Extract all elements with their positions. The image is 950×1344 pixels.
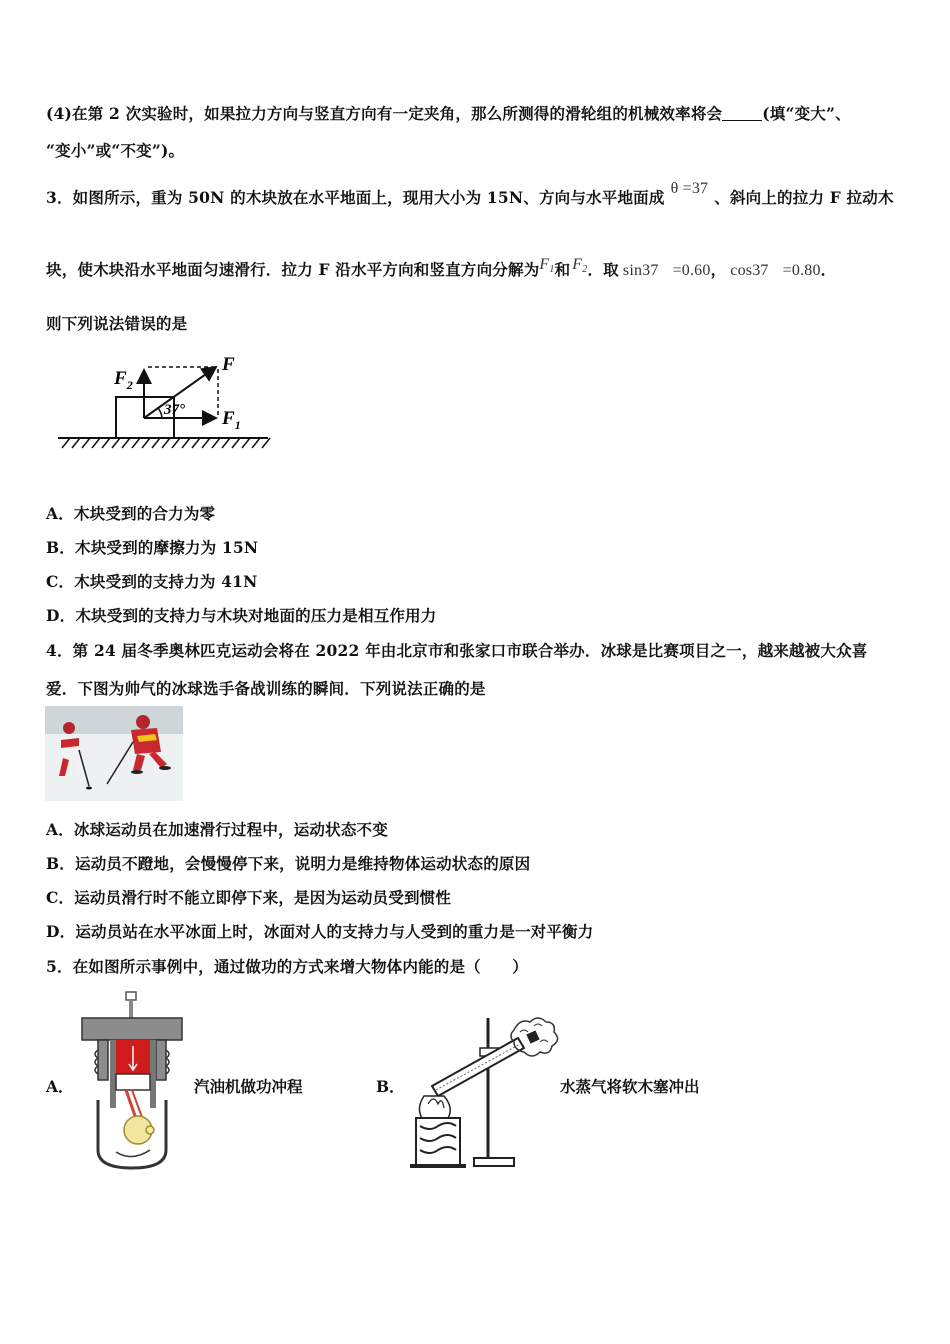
q4-option-b[interactable]: B．运动员不蹬地，会慢慢停下来，说明力是维持物体运动状态的原因	[46, 854, 531, 873]
q5-option-a-text: 汽油机做功冲程	[194, 1077, 303, 1096]
q4-option-a[interactable]: A．冰球运动员在加速滑行过程中，运动状态不变	[46, 820, 388, 839]
f1-symbol: $F_1$	[539, 256, 555, 275]
q5-option-b-label[interactable]: B．	[376, 1077, 405, 1096]
ice-hockey-photo	[45, 706, 183, 801]
theta-expression: θ =37	[670, 180, 709, 197]
q3-line3: 则下列说法错误的是	[46, 314, 188, 333]
q3-line2: 块，使木块沿水平地面匀速滑行．拉力 F 沿水平方向和竖直方向分解为$F_1$和 $F_2$．取 sin37 =0.60， cos37 =0.80．	[46, 256, 837, 279]
q3-option-a[interactable]: A．木块受到的合力为零	[46, 504, 216, 523]
q2-part4-line1: (4)在第 2 次实验时，如果拉力方向与竖直方向有一定夹角，那么所测得的滑轮组的机械效率将会 (填“变大”、	[46, 104, 851, 123]
gasoline-engine-diagram	[70, 990, 194, 1172]
q3-option-c[interactable]: C．木块受到的支持力为 41N	[46, 572, 258, 591]
q3-option-d[interactable]: D．木块受到的支持力与木块对地面的压力是相互作用力	[46, 606, 437, 625]
q5-line1: 5．在如图所示事例中，通过做功的方式来增大物体内能的是（ ）	[46, 957, 528, 976]
angle-label: 37°	[164, 402, 185, 418]
q2-part4-line2: “变小”或“不变”)。	[46, 141, 185, 160]
q3-line1: 3．如图所示，重为 50N 的木块放在水平地面上，现用大小为 15N、方向与水平地面成 θ =37 、斜向上的拉力 F 拉动木	[46, 180, 894, 207]
f2-symbol: $F_2$	[572, 256, 588, 275]
q4-line1: 4．第 24 届冬季奥林匹克运动会将在 2022 年由北京市和张家口市联合举办．冰球是比赛项目之一，越来越被大众喜	[46, 641, 868, 660]
cos-value: =0.80	[782, 262, 821, 279]
answer-blank[interactable]	[722, 106, 762, 121]
q5-option-b-text: 水蒸气将软木塞冲出	[560, 1077, 700, 1096]
q5-option-a-label[interactable]: A．	[46, 1077, 74, 1096]
steam-cork-diagram	[400, 1012, 560, 1172]
f-label: F	[222, 354, 235, 375]
q4-option-d[interactable]: D．运动员站在水平冰面上时，冰面对人的支持力与人受到的重力是一对平衡力	[46, 922, 594, 941]
sin-value: =0.60	[672, 262, 711, 279]
sin-expression: sin37	[622, 262, 659, 279]
force-diagram	[52, 350, 274, 454]
q3-option-b[interactable]: B．木块受到的摩擦力为 15N	[46, 538, 259, 557]
q4-line2: 爱．下图为帅气的冰球选手备战训练的瞬间．下列说法正确的是	[46, 679, 486, 698]
angle-arc	[158, 408, 162, 418]
ground-hatch	[62, 438, 270, 448]
f1-label: $F_1$	[222, 408, 241, 432]
cos-expression: cos37	[730, 262, 769, 279]
f2-label: $F_2$	[114, 368, 133, 392]
q4-option-c[interactable]: C．运动员滑行时不能立即停下来，是因为运动员受到惯性	[46, 888, 452, 907]
